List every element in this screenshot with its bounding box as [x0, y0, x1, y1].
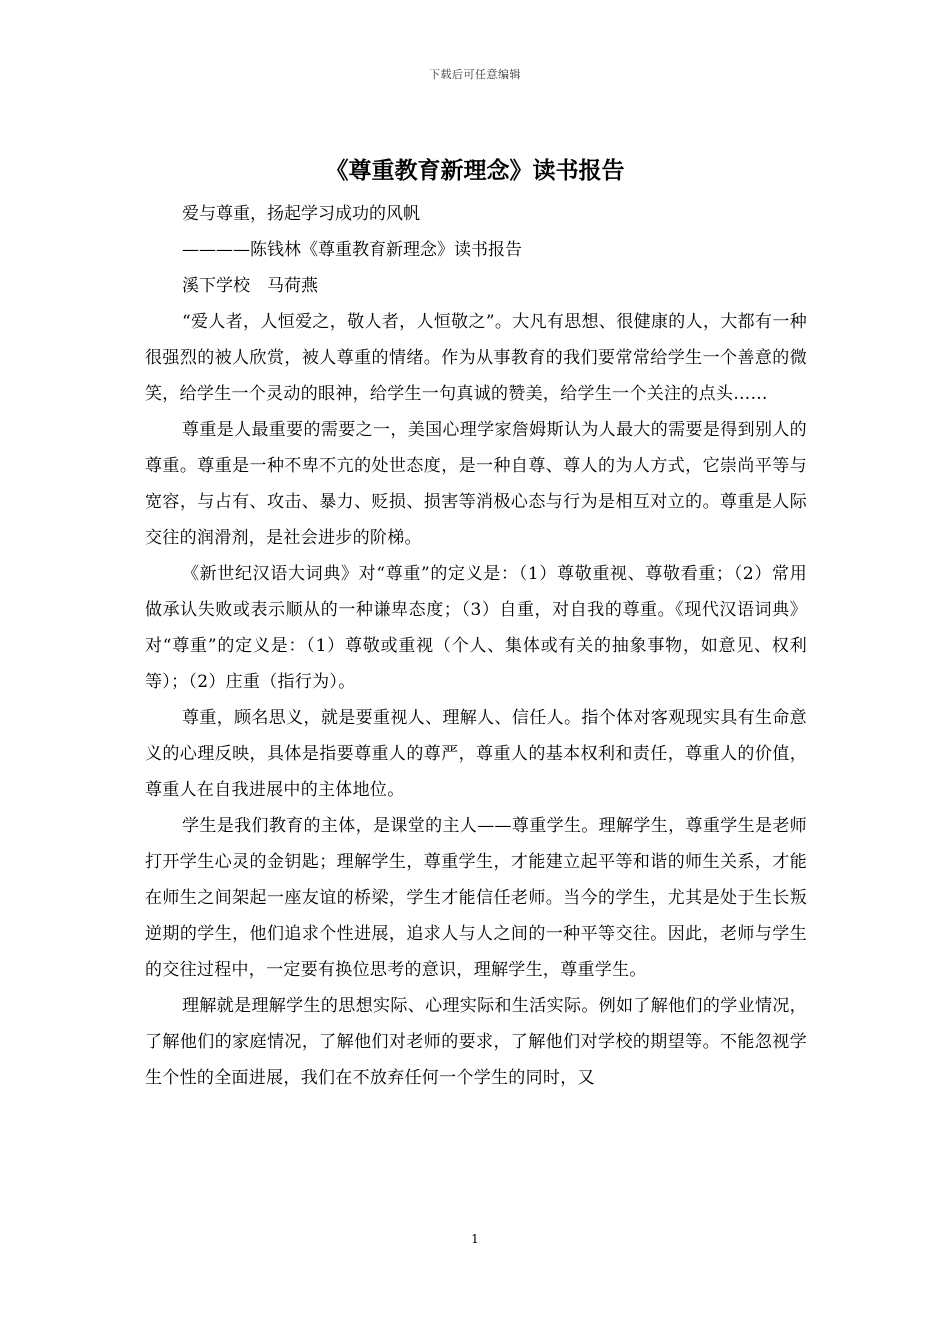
paragraph: “爱人者，人恒爱之，敬人者，人恒敬之”。大凡有思想、很健康的人，大都有一种很强烈的被人欣赏，被人尊重的情绪。作为从事教育的我们要常常给学生一个善意的微笑，给学生一个灵动的眼神，给学生一句真诚的赞美，给学生一个关注的点头…… — [145, 312, 807, 404]
paragraph: 理解就是理解学生的思想实际、心理实际和生活实际。例如了解他们的学业情况，了解他们的家庭情况，了解他们对老师的要求，了解他们对学校的期望等。不能忽视学生个性的全面进展，我们在不放弃任何一个学生的同时，又 — [145, 996, 807, 1088]
header-note: 下载后可任意编辑 — [429, 68, 521, 81]
document-body — [145, 196, 807, 1096]
paragraph: 学生是我们教育的主体，是课堂的主人——尊重学生。理解学生，尊重学生是老师打开学生心灵的金钥匙；理解学生，尊重学生，才能建立起平等和谐的师生关系，才能在师生之间架起一座友谊的桥梁，学生才能信任老师。当今的学生，尤其是处于生长叛逆期的学生，他们追求个性进展，追求人与人之间的一种平等交往。因此，老师与学生的交往过程中，一定要有换位思考的意识，理解学生，尊重学生。 — [145, 816, 807, 980]
document-subtitle: 爱与尊重，扬起学习成功的风帆 — [182, 204, 420, 224]
document-byline: ————陈钱林《尊重教育新理念》读书报告 — [182, 240, 522, 260]
paragraph: 尊重，顾名思义，就是要重视人、理解人、信任人。指个体对客观现实具有生命意义的心理反映，具体是指要尊重人的尊严，尊重人的基本权利和责任，尊重人的价值，尊重人在自我进展中的主体地位。 — [145, 708, 807, 800]
document-author: 溪下学校 马荷燕 — [182, 276, 318, 296]
document-title: 《尊重教育新理念》读书报告 — [325, 157, 625, 184]
paragraph: 尊重是人最重要的需要之一，美国心理学家詹姆斯认为人最大的需要是得到别人的尊重。尊重是一种不卑不亢的处世态度，是一种自尊、尊人的为人方式，它崇尚平等与宽容，与占有、攻击、暴力、贬损、损害等消极心态与行为是相互对立的。尊重是人际交往的润滑剂，是社会进步的阶梯。 — [145, 420, 807, 548]
paragraph: 《新世纪汉语大词典》对“尊重”的定义是：（1）尊敬重视、尊敬看重；（2）常用做承认失败或表示顺从的一种谦卑态度；（3）自重，对自我的尊重。《现代汉语词典》对“尊重”的定义是：（1）尊敬或重视（个人、集体或有关的抽象事物，如意见、权利等）；（2）庄重（指行为）。 — [145, 564, 807, 692]
page-number: 1 — [471, 1232, 479, 1246]
